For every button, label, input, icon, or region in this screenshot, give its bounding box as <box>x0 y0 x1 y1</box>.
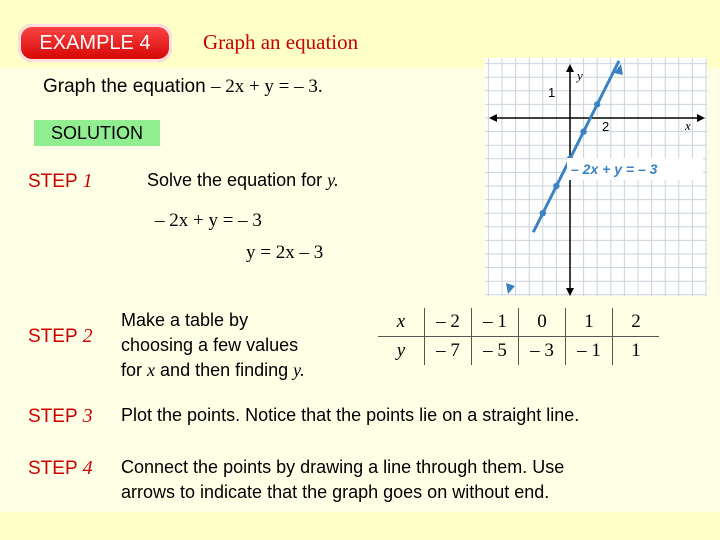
footer-band <box>0 512 720 540</box>
plotted-point <box>594 101 600 107</box>
table-cell: 2 <box>613 308 660 337</box>
table-row-x <box>378 308 659 337</box>
plotted-point <box>553 183 559 189</box>
table-cell: – 3 <box>519 337 566 366</box>
step-number: 2 <box>82 325 93 347</box>
table-cell: 0 <box>519 308 566 337</box>
step-number: 4 <box>82 457 93 479</box>
y-axis-label: y <box>577 68 583 83</box>
table-header-x: x <box>378 308 425 337</box>
coordinate-graph <box>485 58 707 296</box>
step-word: STEP <box>28 326 78 347</box>
plotted-point <box>580 128 586 134</box>
equation-line-1: – 2x + y = – 3 <box>155 210 262 231</box>
step-word: STEP <box>28 171 78 192</box>
plotted-point <box>540 210 546 216</box>
step-2-var-y: y. <box>293 360 305 380</box>
step-1-variable: y. <box>327 170 339 190</box>
table-cell: – 5 <box>472 337 519 366</box>
equation-line-2: y = 2x – 3 <box>246 242 324 263</box>
y-tick-label: 1 <box>548 85 556 100</box>
problem-statement <box>43 76 323 98</box>
step-4-label <box>28 457 93 480</box>
step-4-text <box>121 455 564 505</box>
step-3-label <box>28 405 93 428</box>
step-2-word-finding: and then finding <box>160 360 289 380</box>
step-2-text <box>121 308 305 383</box>
table-cell: – 7 <box>425 337 472 366</box>
step-1-label <box>28 170 93 193</box>
step-4-line-2: arrows to indicate that the graph goes on without end. <box>121 482 550 502</box>
step-word: STEP <box>28 406 78 427</box>
table-row-y <box>378 337 659 366</box>
graph-svg <box>485 58 707 296</box>
step-number: 3 <box>82 405 93 427</box>
prompt-equation: – 2x + y = – 3. <box>210 76 323 97</box>
step-4-line-1: Connect the points by drawing a line through them. Use <box>121 457 565 477</box>
step-2-line-1: Make a table by <box>121 310 249 330</box>
step-2-label <box>28 325 93 348</box>
step-1-text <box>147 170 339 191</box>
equation-label: – 2x + y = – 3 <box>571 161 658 177</box>
table-cell: – 2 <box>425 308 472 337</box>
step-3-text: Plot the points. Notice that the points lie on a straight line. <box>121 405 580 425</box>
step-word: STEP <box>28 458 78 479</box>
lesson-subtitle: Graph an equation <box>203 30 359 54</box>
table-cell: 1 <box>613 337 660 366</box>
x-axis-label: x <box>685 118 691 133</box>
step-2-line-3 <box>121 358 305 383</box>
prompt-text: Graph the equation <box>43 76 206 97</box>
step-1-sentence: Solve the equation for <box>147 170 323 190</box>
x-tick-label: 2 <box>602 119 610 134</box>
step-number: 1 <box>82 170 93 192</box>
values-table <box>378 308 659 365</box>
step-2-line-2: choosing a few values <box>121 335 299 355</box>
table-cell: – 1 <box>566 337 613 366</box>
solution-label: SOLUTION <box>34 120 160 146</box>
step-2-word-for: for <box>121 360 143 380</box>
table-cell: 1 <box>566 308 613 337</box>
example-badge: EXAMPLE 4 <box>18 24 172 62</box>
table-header-y: y <box>378 337 425 366</box>
step-2-var-x: x <box>147 360 156 380</box>
table-cell: – 1 <box>472 308 519 337</box>
